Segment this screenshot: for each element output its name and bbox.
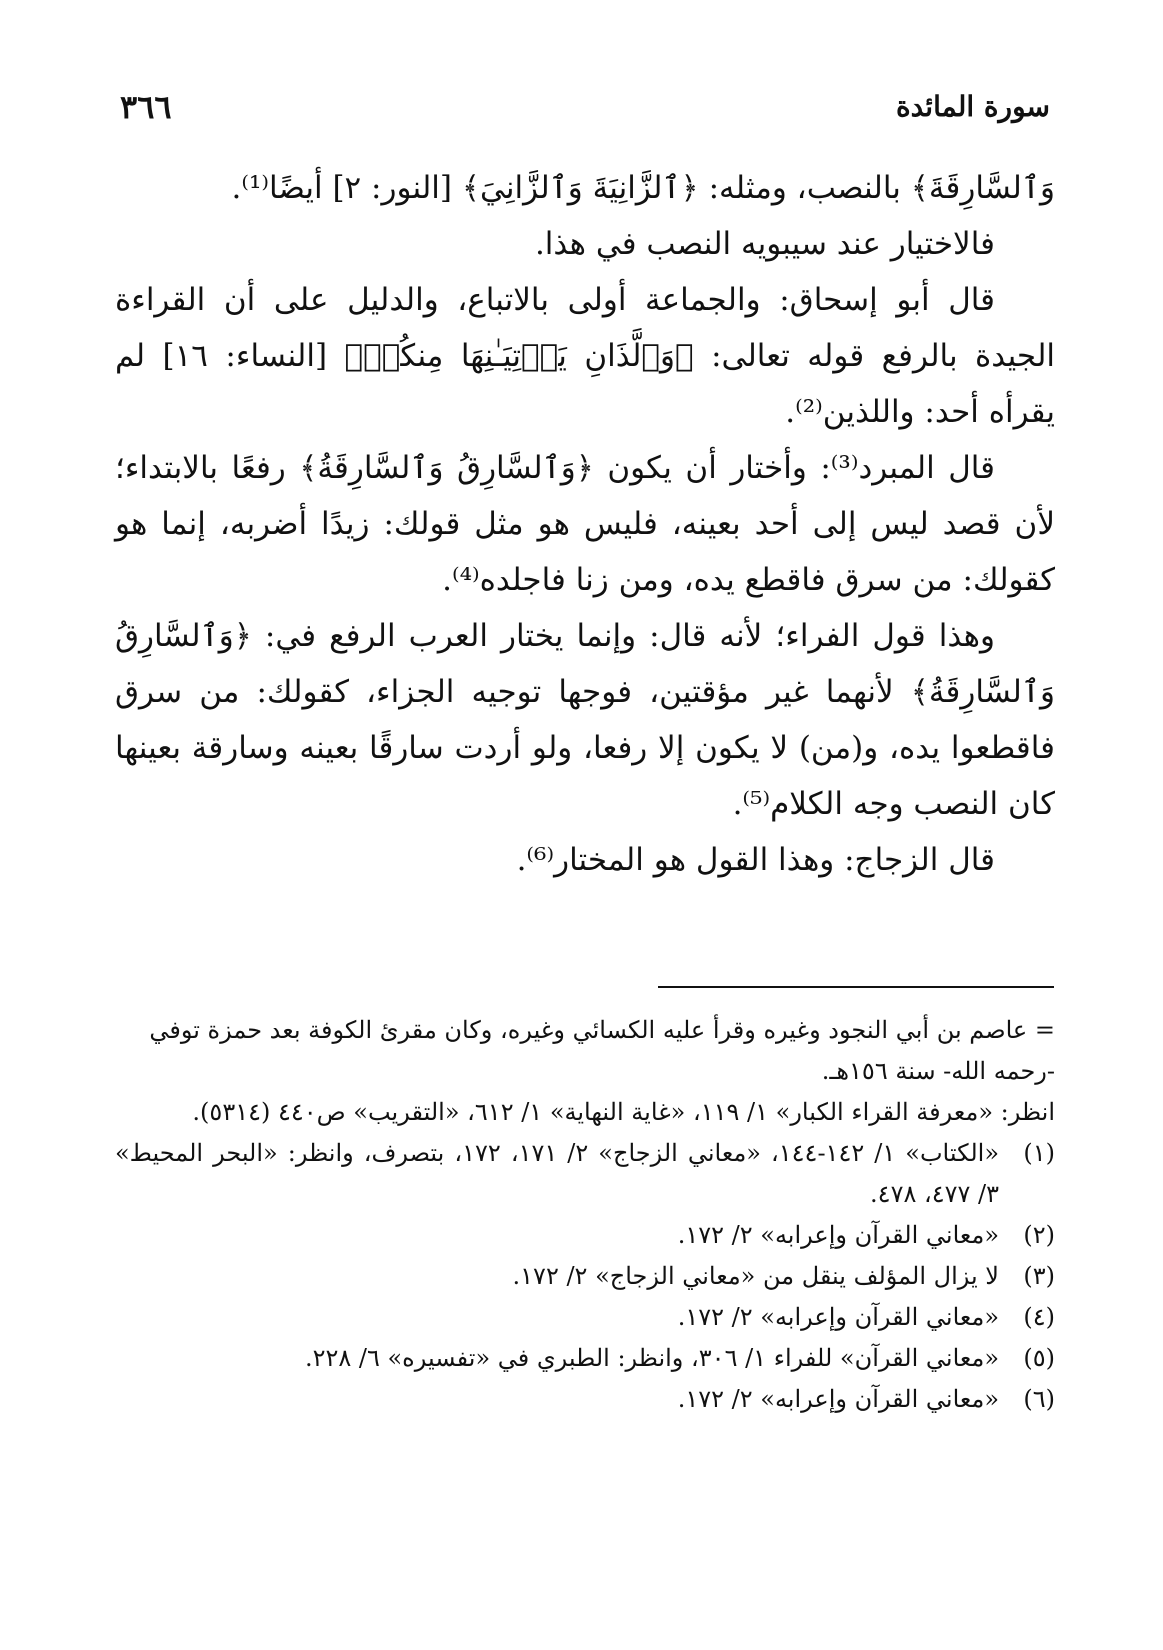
footnotes	[115, 1010, 1055, 1420]
paragraph-sibawayh: فالاختيار عند سيبويه النصب في هذا.	[534, 226, 995, 262]
footnote-number: (٤)	[1023, 1303, 1055, 1331]
surah-title: سورة المائدة	[895, 90, 1050, 123]
footnote-number: (٢)	[1023, 1221, 1055, 1249]
footnote-number: (١)	[1023, 1139, 1055, 1167]
footnote-continuation-refs: انظر: «معرفة القراء الكبار» ١/ ١١٩، «غاية النهاية» ١/ ٦١٢، «التقريب» ص٤٤٠ (٥٣١٤).	[192, 1098, 1055, 1126]
footnote-item	[115, 1215, 1055, 1256]
paragraph-abu-ishaq: قال أبو إسحاق: والجماعة أولى بالاتباع، والدليل على أن القراءة الجيدة بالرفع قوله تعالى: ﴿وَٱلَّذَانِ يَأۡتِيَـٰنِهَا مِنكُمۡ﴾ [النساء: ١٦] لم يقرأه أحد: واللذين⁽²⁾.	[115, 282, 1055, 430]
paragraph-farra: وهذا قول الفراء؛ لأنه قال: وإنما يختار العرب الرفع في: ﴿وَٱلسَّارِقُ وَٱلسَّارِقَةُ﴾ لأنهما غير مؤقتين، فوجها توجيه الجزاء، كقولك: من سرق فاقطعوا يده، و(من) لا يكون إلا رفعا، ولو أردت سارقًا بعينه وسارقة بعينها كان النصب وجه الكلام⁽⁵⁾.	[115, 618, 1055, 822]
footnote-item	[115, 1133, 1055, 1215]
footnote-item	[115, 1297, 1055, 1338]
paragraph-continuation: وَٱلسَّارِقَةَ﴾ بالنصب، ومثله: ﴿ٱلزَّانِيَةَ وَٱلزَّانِيَ﴾ [النور: ٢] أيضًا⁽¹⁾.	[231, 170, 1055, 206]
main-text	[115, 160, 1055, 888]
footnote-number: (٥)	[1023, 1344, 1055, 1372]
footnote-text: «معاني القرآن وإعرابه» ٢/ ١٧٢.	[677, 1303, 999, 1331]
footnote-text: «معاني القرآن» للفراء ١/ ٣٠٦، وانظر: الطبري في «تفسيره» ٦/ ٢٢٨.	[304, 1344, 999, 1372]
footnote-separator	[658, 986, 1054, 988]
footnote-text: «معاني القرآن وإعرابه» ٢/ ١٧٢.	[677, 1385, 999, 1413]
page-header	[120, 88, 1050, 132]
footnote-continuation: = عاصم بن أبي النجود وغيره وقرأ عليه الكسائي وغيره، وكان مقرئ الكوفة بعد حمزة توفي -رحمه الله- سنة ١٥٦هـ.	[149, 1016, 1055, 1085]
footnote-text: «معاني القرآن وإعرابه» ٢/ ١٧٢.	[677, 1221, 999, 1249]
footnote-item	[115, 1379, 1055, 1420]
footnote-number: (٦)	[1023, 1385, 1055, 1413]
footnote-number: (٣)	[1023, 1262, 1055, 1290]
paragraph-mubarrad: قال المبرد⁽³⁾: وأختار أن يكون ﴿وَٱلسَّارِقُ وَٱلسَّارِقَةُ﴾ رفعًا بالابتداء؛ لأن قصد ليس إلى أحد بعينه، فليس هو مثل قولك: زيدًا أضربه، إنما هو كقولك: من سرق فاقطع يده، ومن زنا فاجلده⁽⁴⁾.	[115, 450, 1055, 598]
footnote-text: «الكتاب» ١/ ١٤٢-١٤٤، «معاني الزجاج» ٢/ ١٧١، ١٧٢، بتصرف، وانظر: «البحر المحيط» ٣/ ٤٧٧، ٤٧٨.	[115, 1139, 1000, 1208]
page-number: ٣٦٦	[120, 88, 172, 126]
paragraph-zajjaj: قال الزجاج: وهذا القول هو المختار⁽⁶⁾.	[516, 842, 995, 878]
footnote-item	[115, 1338, 1055, 1379]
footnote-item	[115, 1256, 1055, 1297]
footnote-text: لا يزال المؤلف ينقل من «معاني الزجاج» ٢/ ١٧٢.	[512, 1262, 999, 1290]
